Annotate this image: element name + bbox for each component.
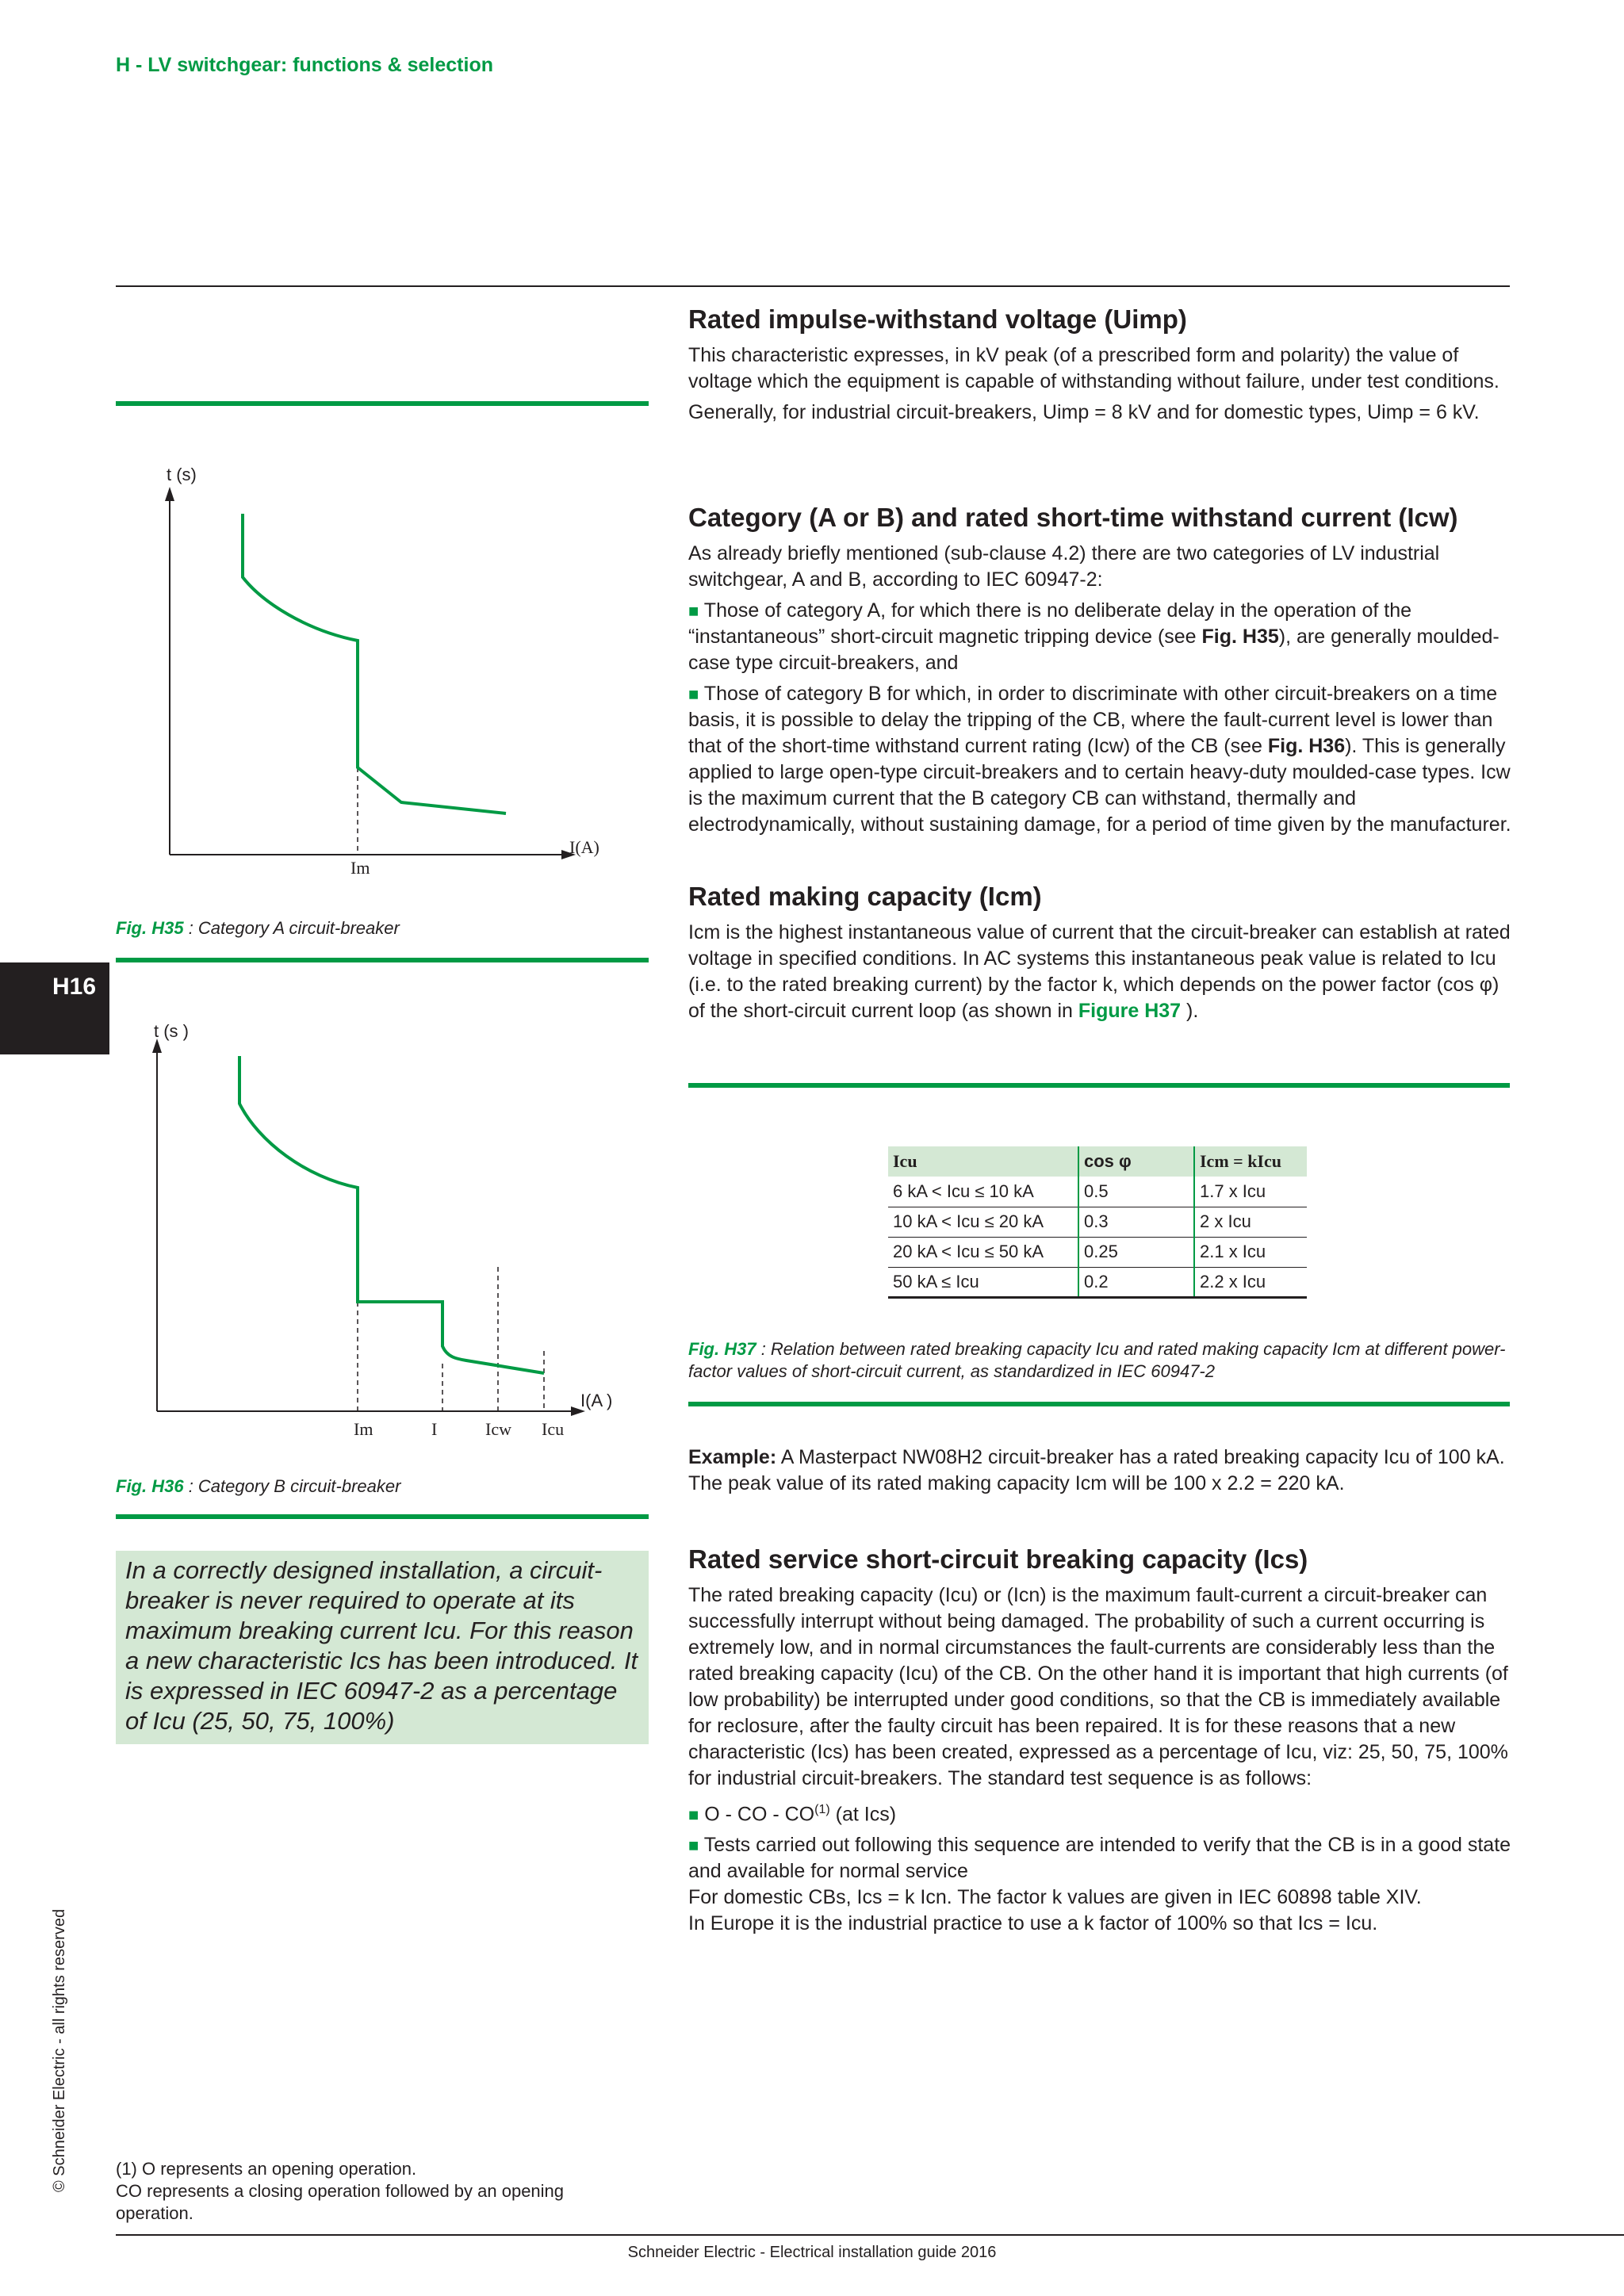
category-bullet-b-tail: ). This is generally applied to large open-type circuit-breakers and to certain heavy-duty moulded-case types. Icw is the maximum current that the B category CB can withstand, thermally and electrodynamically, without sustaining damage, for a period of time given by the manufacturer.	[688, 735, 1511, 836]
category-body	[688, 541, 1513, 843]
category-bullet-b	[688, 681, 1513, 838]
ics-body	[688, 1582, 1513, 1942]
page-number-tab: H16	[0, 962, 109, 1054]
fig35-caption-num: Fig. H35	[116, 918, 184, 938]
fig37-header-row	[888, 1146, 1307, 1177]
footnote-ref: (1)	[814, 1803, 830, 1816]
table-cell: 0.5	[1078, 1177, 1194, 1207]
category-bullet-a	[688, 598, 1513, 676]
ics-bullet-1	[688, 1797, 1513, 1827]
table-cell: 20 kA < Icu ≤ 50 kA	[888, 1237, 1078, 1267]
bullet-icon: ■	[688, 1835, 699, 1856]
category-heading: Category (A or B) and rated short-time withstand current (Icw)	[688, 503, 1458, 532]
fig35-y-arrow	[165, 487, 174, 501]
footnote-line-1: (1) O represents an opening operation.	[116, 2159, 417, 2179]
uimp-body	[688, 342, 1513, 430]
fig36-x-label: I(A )	[580, 1391, 613, 1410]
category-bullet-b-text: Those of category B for which, in order to discriminate with other circuit-breakers on a time basis, it is possible to delay the tripping of the CB, where the fault-current level is lower than that of the short-time withstand current rating (Icw) of the CB (see	[688, 683, 1498, 757]
icm-para-tail: ).	[1181, 1000, 1199, 1022]
example-paragraph	[688, 1445, 1513, 1497]
fig36-trip-curve	[239, 1056, 544, 1373]
table-row	[888, 1207, 1307, 1237]
fig37-col-icm: Icm = kIcu	[1194, 1146, 1307, 1177]
example-text: A Masterpact NW08H2 circuit-breaker has a rated breaking capacity Icu of 100 kA. The peak value of its rated making capacity Icm will be 100 x 2.2 = 220 kA.	[688, 1446, 1505, 1494]
fig35-top-rule	[116, 401, 649, 406]
table-cell: 2.1 x Icu	[1194, 1237, 1307, 1267]
fig37-col-icu: Icu	[888, 1146, 1078, 1177]
bullet-icon: ■	[688, 1804, 699, 1825]
ics-bullet-1-text: O - CO - CO	[704, 1803, 815, 1826]
table-cell: 0.3	[1078, 1207, 1194, 1237]
footnote	[116, 2158, 639, 2225]
bullet-icon: ■	[688, 684, 699, 704]
ics-bullet-2	[688, 1832, 1513, 1885]
ics-para-3: In Europe it is the industrial practice to use a k factor of 100% so that Ics = Icu.	[688, 1912, 1378, 1935]
example-label: Example:	[688, 1446, 777, 1468]
table-cell: 50 kA ≤ Icu	[888, 1267, 1078, 1297]
page-header-title: H - LV switchgear: functions & selection	[116, 54, 493, 76]
copyright-notice: © Schneider Electric - all rights reserved	[51, 1908, 68, 2192]
fig-h35-ref: Fig. H35	[1201, 626, 1279, 648]
fig37-caption-num: Fig. H37	[688, 1339, 756, 1359]
category-para-1: As already briefly mentioned (sub-clause 4.2) there are two categories of LV industrial switchgear, A and B, according to IEC 60947-2:	[688, 542, 1440, 591]
category-bullet-a-tail: ), are generally moulded-case type circuit-breakers, and	[688, 626, 1500, 674]
fig36-icw-label: Icw	[485, 1419, 511, 1439]
fig37-col-cosphi: cos φ	[1078, 1146, 1194, 1177]
fig37-top-rule	[688, 1083, 1510, 1088]
fig35-im-label: Im	[350, 858, 370, 878]
table-row	[888, 1177, 1307, 1207]
table-row	[888, 1237, 1307, 1267]
ics-para-2: For domestic CBs, Ics = k Icn. The factor k values are given in IEC 60898 table XIV.	[688, 1886, 1422, 1909]
fig35-trip-curve	[243, 514, 506, 813]
table-cell: 0.25	[1078, 1237, 1194, 1267]
uimp-heading: Rated impulse-withstand voltage (Uimp)	[688, 304, 1187, 334]
ics-callout-box: In a correctly designed installation, a circuit-breaker is never required to operate at its maximum breaking current Icu. For this reason a new characteristic Ics has been introduced. It is expressed in IEC 60947-2 as a percentage of Icu (25, 50, 75, 100%)	[116, 1551, 649, 1744]
top-rule	[116, 285, 1510, 287]
table-row	[888, 1267, 1307, 1297]
icm-body	[688, 920, 1513, 1029]
uimp-para-1: This characteristic expresses, in kV peak (of a prescribed form and polarity) the value of voltage which the equipment is capable of withstanding without failure, under test conditions.	[688, 344, 1500, 392]
icm-para-text: Icm is the highest instantaneous value of current that the circuit-breaker can establish at rated voltage in specified conditions. In AC systems this instantaneous peak value is related to Icu (i.e. to the rated breaking current) by the factor k, which depends on the power factor (cos φ) of the short-circuit current loop (as shown in	[688, 921, 1511, 1022]
fig37-caption-text: : Relation between rated breaking capacity Icu and rated making capacity Icm at different power-factor values of short-circuit current, as standardized in IEC 60947-2	[688, 1339, 1506, 1381]
table-cell: 0.2	[1078, 1267, 1194, 1297]
fig37-bottom-rule	[688, 1402, 1510, 1406]
fig35-graph	[116, 460, 649, 888]
fig36-im-label: Im	[354, 1419, 373, 1439]
fig36-caption-num: Fig. H36	[116, 1476, 184, 1496]
fig37-caption	[688, 1338, 1510, 1383]
table-cell: 2 x Icu	[1194, 1207, 1307, 1237]
ics-bullet-1-tail: (at Ics)	[829, 1803, 897, 1826]
uimp-para-2: Generally, for industrial circuit-breakers, Uimp = 8 kV and for domestic types, Uimp = 6 kV.	[688, 401, 1480, 423]
fig36-y-label: t (s )	[154, 1021, 189, 1041]
fig35-bottom-rule	[116, 958, 649, 962]
bottom-rule	[116, 2234, 1624, 2236]
table-cell: 1.7 x Icu	[1194, 1177, 1307, 1207]
ics-bullet-2-text: Tests carried out following this sequence are intended to verify that the CB is in a good state and available for normal service	[688, 1834, 1511, 1883]
icm-heading: Rated making capacity (Icm)	[688, 882, 1042, 911]
fig36-caption-text: : Category B circuit-breaker	[183, 1476, 401, 1496]
fig37-table	[888, 1146, 1307, 1299]
table-cell: 6 kA < Icu ≤ 10 kA	[888, 1177, 1078, 1207]
fig36-graph	[116, 1015, 649, 1459]
table-cell: 10 kA < Icu ≤ 20 kA	[888, 1207, 1078, 1237]
table-cell: 2.2 x Icu	[1194, 1267, 1307, 1297]
fig36-icu-label: Icu	[542, 1419, 565, 1439]
fig36-caption	[116, 1476, 400, 1497]
fig36-i-label: I	[431, 1419, 438, 1439]
fig-h36-ref: Fig. H36	[1267, 735, 1346, 757]
fig35-y-label: t (s)	[167, 465, 197, 484]
category-bullet-a-text: Those of category A, for which there is no deliberate delay in the operation of the “instantaneous” short-circuit magnetic tripping device (see	[688, 599, 1412, 648]
bullet-icon: ■	[688, 601, 699, 621]
fig-h37-link[interactable]: Figure H37	[1078, 1000, 1182, 1022]
page-footer: Schneider Electric - Electrical installation guide 2016	[627, 2244, 997, 2261]
footnote-line-2: CO represents a closing operation followed by an opening operation.	[116, 2181, 565, 2223]
fig35-caption-text: : Category A circuit-breaker	[183, 918, 400, 938]
fig35-x-label: I(A)	[569, 837, 599, 857]
icm-para-1	[688, 920, 1513, 1024]
fig36-bottom-rule	[116, 1514, 649, 1519]
ics-heading: Rated service short-circuit breaking capacity (Ics)	[688, 1544, 1308, 1574]
ics-para-1: The rated breaking capacity (Icu) or (Icn) is the maximum fault-current a circuit-breaker can successfully interrupt without being damaged. The probability of such a current occurring is extremely low, and in normal circumstances the fault-currents are considerably less than the rated breaking capacity (Icu) of the CB. On the other hand it is important that high currents (of low probability) be interrupted under good conditions, so that the CB is immediately available for reclosure, after the faulty circuit has been repaired. It is for these reasons that a new characteristic (Ics) has been created, expressed as a percentage of Icu, viz: 25, 50, 75, 100% for industrial circuit-breakers. The standard test sequence is as follows:	[688, 1584, 1508, 1789]
fig35-caption	[116, 918, 400, 939]
